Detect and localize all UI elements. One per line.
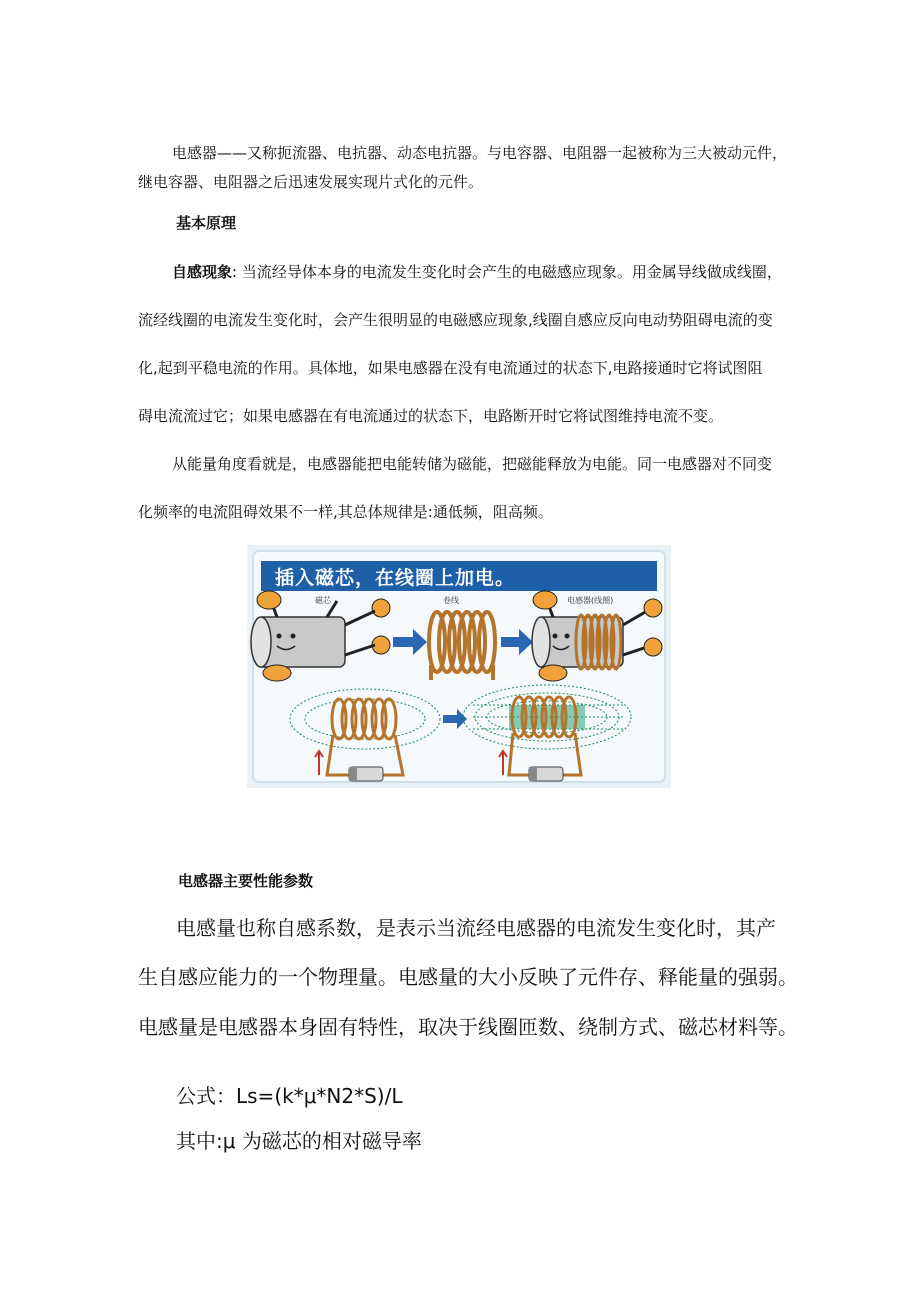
energy-line-1: 从能量角度看就是，电感器能把电能转储为磁能，把磁能释放为电能。同一电感器对不同变: [172, 455, 773, 473]
formula: 公式：Ls=(k*μ*N2*S)/L: [176, 1084, 403, 1108]
label-inductor: 电感器(线圈): [567, 596, 614, 605]
inductor-illustration: [247, 545, 671, 788]
formula-note: 其中:μ 为磁芯的相对磁导率: [176, 1129, 422, 1153]
param-line-1: 电感量也称自感系数，是表示当流经电感器的电流发生变化时，其产: [176, 916, 776, 940]
self-induction-line-4: 碍电流流过它；如果电感器在有电流通过的状态下，电路断开时它将试图维持电流不变。: [138, 407, 724, 425]
section-heading-parameters: 电感器主要性能参数: [178, 872, 314, 890]
label-coil: 卷线: [443, 596, 459, 605]
param-line-2: 生自感应能力的一个物理量。电感量的大小反映了元件存、释能量的强弱。: [138, 965, 798, 989]
param-line-3: 电感量是电感器本身固有特性，取决于线圈匝数、绕制方式、磁芯材料等。: [138, 1015, 798, 1039]
section-heading-basic-principle: 基本原理: [176, 214, 237, 232]
intro-line-1: 电感器——又称扼流器、电抗器、动态电抗器。与电容器、电阻器一起被称为三大被动元件，: [172, 144, 788, 162]
energy-line-2: 化频率的电流阻碍效果不一样,其总体规律是:通低频，阻高频。: [138, 503, 553, 521]
label-core: 磁芯: [315, 596, 331, 605]
self-induction-line-2: 流经线圈的电流发生变化时，会产生很明显的电磁感应现象,线圈自感应反向电动势阻碍电流的变: [138, 311, 773, 329]
figure-banner-text: 插入磁芯，在线圈上加电。: [275, 566, 516, 589]
intro-line-2: 继电容器、电阻器之后迅速发展实现片式化的元件。: [138, 173, 484, 191]
self-induction-line-1: [172, 261, 782, 282]
self-induction-line-3: 化,起到平稳电流的作用。具体地，如果电感器在没有电流通过的状态下,电路接通时它将试图阻: [138, 359, 763, 377]
self-induction-label: 自感现象: [172, 263, 233, 281]
self-induction-text-1: : 当流经导体本身的电流发生变化时会产生的电磁感应现象。用金属导线做成线圈，: [232, 263, 782, 281]
